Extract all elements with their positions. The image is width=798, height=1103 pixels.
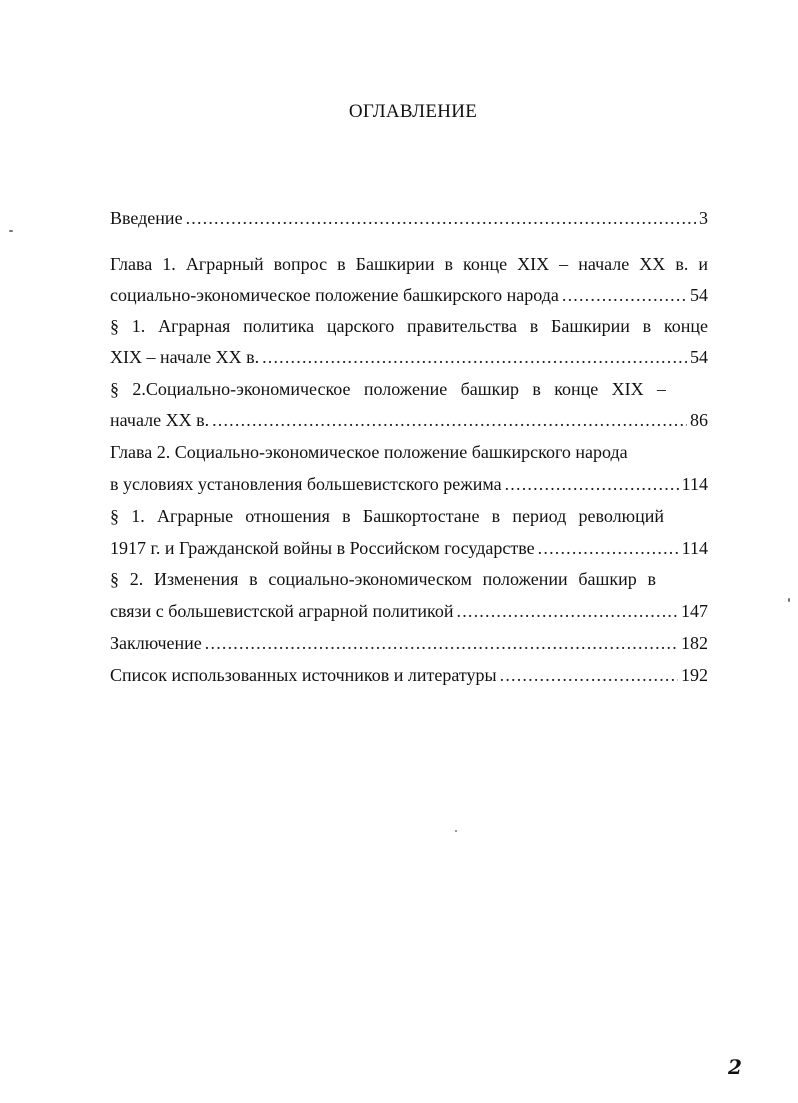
toc-page-number: 182 <box>681 633 708 653</box>
toc-leader-dots <box>262 345 687 369</box>
toc-leader-dots <box>205 631 678 655</box>
scan-speck <box>788 598 790 602</box>
toc-entry-chapter-1-line-2 <box>110 283 708 307</box>
toc-page-number: 192 <box>681 665 708 685</box>
toc-entry-text: XIX – начале XX в. <box>110 347 260 367</box>
toc-entry-ch1-section-2-line-1: § 2.Социально-экономическое положение башкир в конце XIX – <box>110 379 666 399</box>
toc-entry-ch1-section-1-line-1: § 1. Аграрная политика царского правительства в Башкирии в конце <box>110 316 708 336</box>
toc-leader-dots <box>212 408 687 432</box>
toc-page-number: 114 <box>681 474 708 494</box>
toc-entry-text: связи с большевистской аграрной политикой <box>110 601 454 621</box>
toc-entry-text: в условиях установления большевистского режима <box>110 474 502 494</box>
toc-entry-chapter-1-line-1: Глава 1. Аграрный вопрос в Башкирии в конце XIX – начале XX в. и <box>110 254 708 274</box>
toc-entry-sources <box>110 663 708 687</box>
toc-entry-ch2-section-2-line-1: § 2. Изменения в социально-экономическом положении башкир в <box>110 569 656 589</box>
scan-speck <box>455 830 457 832</box>
toc-entry-ch1-section-1-line-2 <box>110 345 708 369</box>
toc-entry-conclusion <box>110 631 708 655</box>
toc-entry-chapter-2-line-2 <box>110 472 708 496</box>
page-number: 2 <box>728 1055 742 1079</box>
toc-leader-dots <box>457 599 679 623</box>
toc-page-number: 3 <box>699 208 708 228</box>
toc-leader-dots <box>538 536 679 560</box>
toc-entry-chapter-2-line-1: Глава 2. Социально-экономическое положение башкирского народа <box>110 442 628 462</box>
toc-entry-text: социально-экономическое положение башкирского народа <box>110 285 559 305</box>
toc-page-number: 54 <box>690 285 708 305</box>
toc-entry-ch2-section-2-line-2 <box>110 599 708 623</box>
toc-page-number: 147 <box>681 601 708 621</box>
toc-page-number: 114 <box>681 538 708 558</box>
toc-entry-text: 1917 г. и Гражданской войны в Российском государстве <box>110 538 535 558</box>
toc-entry-text: Список использованных источников и литературы <box>110 665 497 685</box>
toc-entry-text: Заключение <box>110 633 202 653</box>
toc-entry-text: начале XX в. <box>110 410 210 430</box>
toc-leader-dots <box>500 663 678 687</box>
toc-page-number: 54 <box>690 347 708 367</box>
toc-entry-ch2-section-1-line-1: § 1. Аграрные отношения в Башкортостане в период революций <box>110 506 664 526</box>
toc-page-number: 86 <box>690 410 708 430</box>
toc-entry-intro <box>110 206 708 230</box>
page-title: ОГЛАВЛЕНИЕ <box>348 101 478 122</box>
scan-speck <box>9 230 13 232</box>
toc-leader-dots <box>186 206 696 230</box>
toc-entry-text: Введение <box>110 208 183 228</box>
toc-entry-ch2-section-1-line-2 <box>110 536 708 560</box>
toc-entry-ch1-section-2-line-2 <box>110 408 708 432</box>
toc-leader-dots <box>562 283 687 307</box>
toc-leader-dots <box>505 472 679 496</box>
